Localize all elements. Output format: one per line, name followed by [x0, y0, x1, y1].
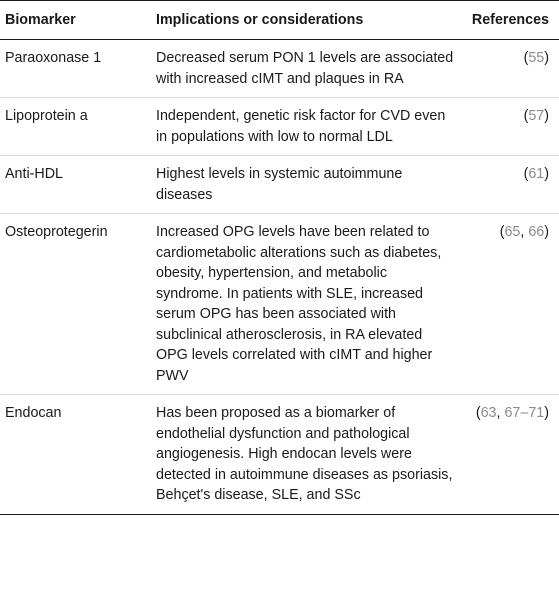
table-row [0, 156, 559, 214]
reference-link[interactable]: 65 [504, 224, 521, 240]
table-row [0, 214, 559, 395]
header-biomarker: Biomarker [5, 11, 76, 28]
implications-cell: Independent, genetic risk factor for CVD even in populations with low to normal LDL [156, 108, 446, 145]
references-cell [462, 98, 559, 155]
implications-cell: Has been proposed as a biomarker of endothelial dysfunction and pathological angiogenesis. High endocan levels were detected in autoimmune diseases as psoriasis, Behçet's disease, SLE, and SSc [156, 405, 453, 503]
ref-close: ) [544, 50, 549, 66]
biomarker-cell: Lipoprotein a [5, 108, 88, 124]
header-references: References [471, 11, 549, 28]
ref-open: ( [523, 166, 529, 182]
biomarker-cell: Osteoprotegerin [5, 224, 108, 240]
ref-separator: , [496, 405, 505, 421]
reference-link[interactable]: 61 [528, 166, 545, 182]
biomarker-cell: Anti-HDL [5, 166, 63, 182]
ref-close: ) [544, 224, 549, 240]
header-implications: Implications or considerations [156, 11, 364, 28]
ref-open: ( [475, 405, 481, 421]
ref-open: ( [523, 50, 529, 66]
reference-link[interactable]: 57 [528, 108, 545, 124]
implications-cell: Decreased serum PON 1 levels are associated with increased cIMT and plaques in RA [156, 50, 454, 87]
ref-close: ) [544, 405, 549, 421]
ref-close: ) [544, 166, 549, 182]
references-cell [462, 156, 559, 213]
ref-open: ( [499, 224, 505, 240]
references-cell [462, 214, 559, 394]
reference-link[interactable]: 63 [480, 405, 497, 421]
reference-link[interactable]: 67–71 [504, 405, 545, 421]
references-cell [462, 395, 559, 514]
ref-separator: , [520, 224, 529, 240]
ref-open: ( [523, 108, 529, 124]
references-cell [462, 40, 559, 97]
biomarker-cell: Paraoxonase 1 [5, 50, 102, 66]
implications-cell: Increased OPG levels have been related to cardiometabolic alterations such as diabetes, obesity, hypertension, and metabolic syndrome. In patients with SLE, increased serum OPG has been associated with subclinical atherosclerosis, in RA elevated OPG levels correlated with cIMT and higher PWV [156, 224, 442, 384]
ref-close: ) [544, 108, 549, 124]
reference-link[interactable]: 66 [528, 224, 545, 240]
table-row [0, 395, 559, 515]
reference-link[interactable]: 55 [528, 50, 545, 66]
table-header-row [0, 0, 559, 40]
implications-cell: Highest levels in systemic autoimmune diseases [156, 166, 403, 203]
table-row [0, 98, 559, 156]
biomarker-cell: Endocan [5, 405, 62, 421]
table-row [0, 40, 559, 98]
